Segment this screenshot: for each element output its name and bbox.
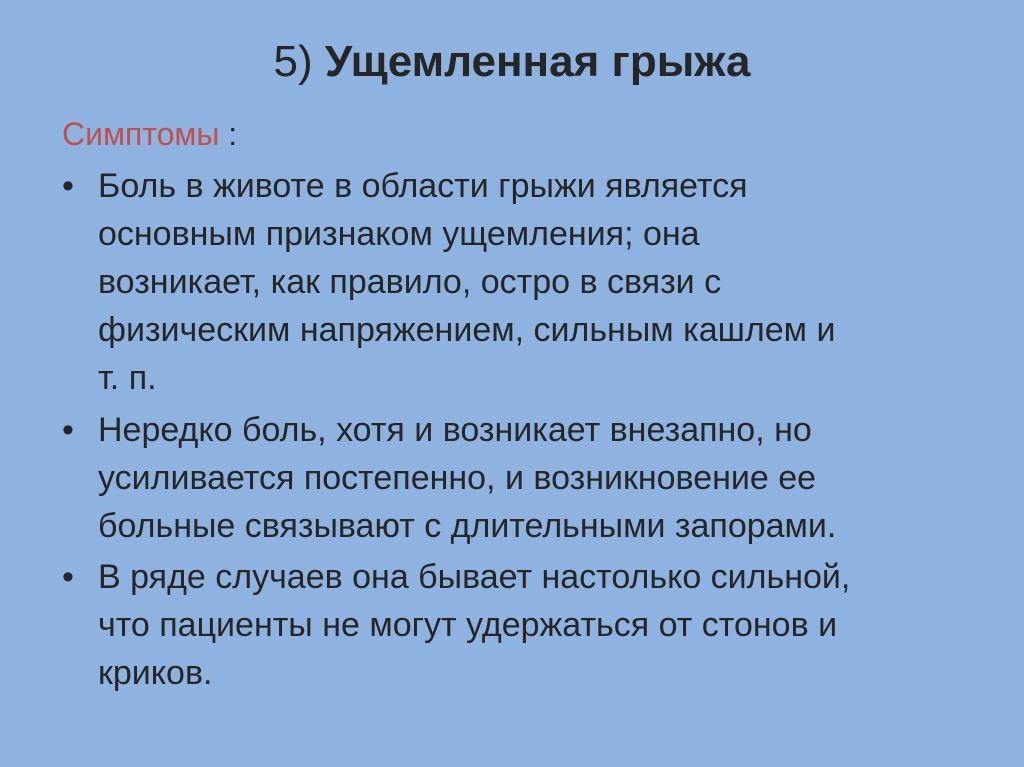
bullet-line: больные связывают с длительными запорами.: [98, 507, 837, 545]
bullet-line: усиливается постепенно, и возникновение ее: [98, 459, 817, 497]
bullet-line: т. п.: [98, 359, 157, 397]
bullet-dot: •: [62, 167, 74, 205]
bullet-line: что пациенты не могут удержаться от стонов и: [98, 606, 838, 644]
symptoms-heading-label: Симптомы: [62, 116, 220, 152]
bullet-text: [98, 162, 978, 402]
bullet-text: [98, 553, 978, 697]
bullet-line: криков.: [98, 654, 213, 692]
bullet-item: [62, 406, 962, 550]
slide-title-text: Ущемленная грыжа: [324, 37, 751, 86]
bullet-item: [62, 162, 962, 402]
bullet-text: [98, 406, 978, 550]
bullet-line: В ряде случаев она бывает настолько сильной,: [98, 558, 851, 596]
slide-title-number: 5): [273, 37, 313, 86]
bullet-line: основным признаком ущемления; она: [98, 215, 700, 253]
bullet-dot: •: [62, 411, 74, 449]
bullet-line: физическим напряжением, сильным кашлем и: [98, 311, 836, 349]
symptoms-heading: [62, 112, 237, 156]
bullet-dot: •: [62, 558, 74, 596]
symptoms-heading-colon: :: [219, 116, 238, 152]
bullet-line: Нередко боль, хотя и возникает внезапно, но: [98, 411, 812, 449]
bullet-item: [62, 553, 962, 697]
bullet-line: возникает, как правило, остро в связи с: [98, 263, 722, 301]
slide-title: [0, 34, 1024, 90]
bullet-line: Боль в животе в области грыжи является: [98, 167, 748, 205]
